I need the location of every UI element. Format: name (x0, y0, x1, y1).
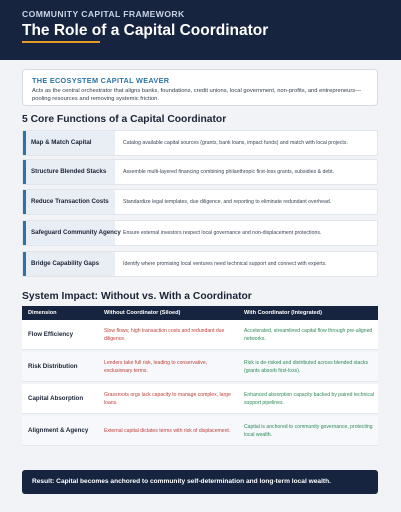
function-description: Ensure external investors respect local governance and non-displacement protections. (123, 230, 322, 236)
function-row (22, 251, 378, 277)
function-description: Standardize legal templates, due diligence, and reporting to eliminate redundant overhead. (123, 199, 332, 205)
function-label: Reduce Transaction Costs (23, 190, 115, 214)
column-header: With Coordinator (Integrated) (244, 310, 322, 316)
without-cell: Lenders take full risk, leading to conservative, exclusionary terms. (104, 360, 208, 374)
function-description: Catalog available capital sources (grants, bank loans, impact funds) and match with local projects. (123, 140, 348, 146)
function-label: Safeguard Community Agency (23, 221, 115, 245)
dimension-cell: Alignment & Agency (28, 427, 89, 434)
table-row (22, 320, 378, 350)
function-label: Map & Match Capital (23, 131, 115, 155)
header-eyebrow: COMMUNITY CAPITAL FRAMEWORK (22, 9, 185, 19)
with-cell: Enhanced absorption capacity backed by paired technical support pipelines. (244, 392, 374, 406)
impact-heading: System Impact: Without vs. With a Coordinator (22, 291, 252, 302)
with-cell: Capital is anchored to community governance, protecting local wealth. (244, 424, 373, 438)
page-header (0, 0, 401, 60)
column-header: Without Coordinator (Siloed) (104, 310, 181, 316)
function-description: Assemble multi-layered financing combining philanthropic first-loss grants, subsidies & debt. (123, 169, 335, 175)
without-cell: External capital dictates terms with risk of displacement. (104, 428, 231, 434)
dimension-cell: Capital Absorption (28, 395, 84, 402)
function-label: Bridge Capability Gaps (23, 252, 115, 276)
function-row (22, 189, 378, 215)
table-row (22, 416, 378, 446)
functions-heading: 5 Core Functions of a Capital Coordinator (22, 114, 227, 125)
weaver-title: THE ECOSYSTEM CAPITAL WEAVER (32, 76, 170, 85)
title-accent-bar (22, 41, 100, 43)
result-banner (22, 470, 378, 494)
with-cell: Accelerated, streamlined capital flow through pre-aligned networks. (244, 328, 373, 342)
page-title: The Role of a Capital Coordinator (22, 22, 269, 39)
column-header: Dimension (28, 310, 57, 316)
function-row (22, 220, 378, 246)
dimension-cell: Flow Efficiency (28, 331, 74, 338)
with-cell: Risk is de-risked and distributed across blended stacks (grants absorb first-loss). (244, 360, 369, 374)
function-row (22, 159, 378, 185)
function-label: Structure Blended Stacks (23, 160, 115, 184)
weaver-description: Acts as the central orchestrator that aligns banks, foundations, credit unions, local government, non-profits, and entrepreneurs—pooling resources and removing systemic friction. (32, 88, 361, 102)
function-row (22, 130, 378, 156)
ecosystem-weaver-card (22, 69, 378, 106)
without-cell: Slow flows; high transaction costs and redundant due diligence. (104, 328, 225, 342)
dimension-cell: Risk Distribution (28, 363, 78, 370)
table-header-row (22, 306, 378, 320)
table-row (22, 384, 378, 414)
result-text: Result: Capital becomes anchored to community self-determination and long-term local wealth. (32, 478, 331, 485)
without-cell: Grassroots orgs lack capacity to manage complex, large loans. (104, 392, 231, 406)
table-row (22, 352, 378, 382)
function-description: Identify where promising local ventures need technical support and connect with experts. (123, 261, 327, 267)
